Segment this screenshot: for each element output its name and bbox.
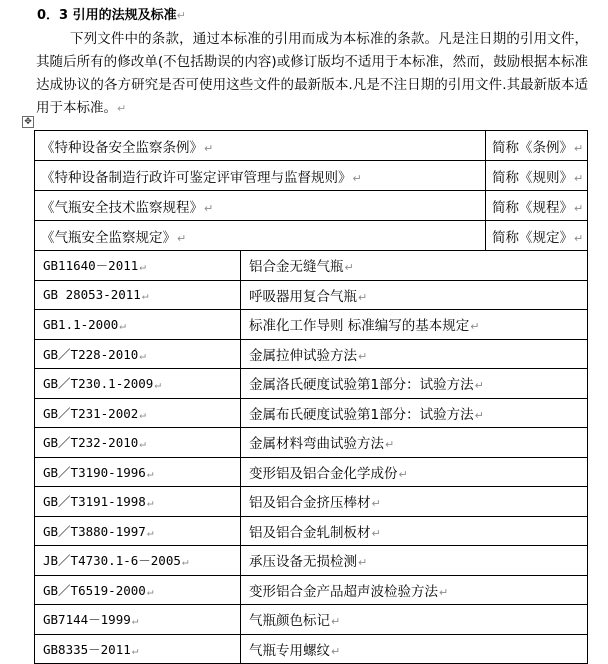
standard-row <box>35 398 588 428</box>
standard-code-cell[interactable] <box>35 575 241 605</box>
standard-title-cell[interactable] <box>241 310 588 340</box>
standard-code: GB／T6519-2000 <box>43 582 146 598</box>
standard-title-cell[interactable] <box>241 428 588 458</box>
standard-title-cell[interactable] <box>241 339 588 369</box>
cell-mark-icon: ↵ <box>139 260 146 274</box>
regulation-row <box>35 221 588 251</box>
standard-title: 气瓶专用螺纹 <box>249 642 330 659</box>
intro-paragraph <box>36 28 588 120</box>
standard-title-cell[interactable] <box>241 634 588 664</box>
cell-mark-icon: ↵ <box>574 231 584 245</box>
cell-mark-icon: ↵ <box>119 318 126 332</box>
paragraph-mark-icon: ↵ <box>176 9 186 22</box>
standard-title-cell[interactable] <box>241 398 588 428</box>
standard-row <box>35 251 588 281</box>
standard-code: GB1.1-2000 <box>43 316 119 332</box>
standard-code-cell[interactable] <box>35 487 241 517</box>
cell-mark-icon: ↵ <box>439 585 449 599</box>
standard-code-cell[interactable] <box>35 251 241 281</box>
standard-row <box>35 428 588 458</box>
regulation-row <box>35 131 588 161</box>
regulation-short: 简称《规定》 <box>492 229 573 246</box>
cell-mark-icon: ↵ <box>358 349 368 363</box>
regulation-name: 《气瓶安全监察规定》 <box>41 229 176 246</box>
standard-title: 承压设备无损检测 <box>249 554 357 571</box>
standard-code-cell[interactable] <box>35 605 241 635</box>
standard-title: 铝及铝合金轧制板材 <box>249 524 371 541</box>
intro-text: 下列文件中的条款，通过本标准的引用而成为本标准的条款。凡是注日期的引用文件，其随后所有的修改单(不包括勘误的内容)或修订版均不适用于本标准，然而，鼓励根据本标准达成协议的各方研究是否可使用这些文件的最新版本.凡是不注日期的引用文件.其最新版本适用于本标准。 <box>36 31 588 116</box>
standard-code-cell[interactable] <box>35 369 241 399</box>
cell-mark-icon: ↵ <box>131 614 139 628</box>
standard-code-cell[interactable] <box>35 339 241 369</box>
regulation-short-cell[interactable] <box>486 161 588 191</box>
standard-code: GB／T231-2002 <box>43 405 139 421</box>
cell-mark-icon: ↵ <box>177 231 187 245</box>
regulation-short-cell[interactable] <box>486 191 588 221</box>
regulations-section <box>35 131 588 251</box>
cell-mark-icon: ↵ <box>131 643 139 657</box>
regulation-short: 简称《条例》 <box>492 139 573 156</box>
standard-title: 金属材料弯曲试验方法 <box>249 436 384 453</box>
cell-mark-icon: ↵ <box>154 378 161 392</box>
standard-title-cell[interactable] <box>241 280 588 310</box>
standard-code-cell[interactable] <box>35 428 241 458</box>
standard-code: GB／T3880-1997 <box>43 523 146 539</box>
standard-title-cell[interactable] <box>241 575 588 605</box>
standard-row <box>35 369 588 399</box>
cell-mark-icon: ↵ <box>474 408 484 422</box>
cell-mark-icon: ↵ <box>574 171 584 185</box>
standard-row <box>35 546 588 576</box>
standard-code: GB／T232-2010 <box>43 435 139 451</box>
standard-code-cell[interactable] <box>35 280 241 310</box>
cell-mark-icon: ↵ <box>474 379 484 393</box>
standard-title: 铝及铝合金挤压棒材 <box>249 495 371 512</box>
standard-code: GB／T228-2010 <box>43 346 139 362</box>
section-heading <box>37 4 186 23</box>
standards-section <box>35 251 588 664</box>
standard-row <box>35 310 588 340</box>
regulation-name-cell[interactable] <box>35 161 486 191</box>
cell-mark-icon: ↵ <box>139 437 146 451</box>
standard-row <box>35 339 588 369</box>
cell-mark-icon: ↵ <box>139 348 146 362</box>
standard-title: 标准化工作导则 标准编写的基本规定 <box>249 318 470 335</box>
standard-code: GB8335－2011 <box>43 641 131 657</box>
cell-mark-icon: ↵ <box>204 201 214 215</box>
standard-code-cell[interactable] <box>35 310 241 340</box>
cell-mark-icon: ↵ <box>371 526 381 540</box>
standard-code: GB7144－1999 <box>43 612 131 628</box>
regulation-name: 《气瓶安全技术监察规程》 <box>41 199 203 216</box>
cell-mark-icon: ↵ <box>574 141 584 155</box>
cell-mark-icon: ↵ <box>385 438 395 452</box>
standard-title-cell[interactable] <box>241 369 588 399</box>
standard-row <box>35 457 588 487</box>
cell-mark-icon: ↵ <box>141 289 149 303</box>
references-table <box>34 130 588 664</box>
cell-mark-icon: ↵ <box>181 555 189 569</box>
cell-mark-icon: ↵ <box>352 171 362 185</box>
paragraph-mark-icon: ↵ <box>117 102 127 115</box>
standard-row <box>35 634 588 664</box>
cell-mark-icon: ↵ <box>358 290 368 304</box>
regulation-name: 《特种设备安全监察条例》 <box>41 139 203 156</box>
standard-code-cell[interactable] <box>35 457 241 487</box>
cell-mark-icon: ↵ <box>470 320 480 334</box>
cell-mark-icon: ↵ <box>344 261 354 275</box>
regulation-name-cell[interactable] <box>35 221 486 251</box>
regulation-short-cell[interactable] <box>486 221 588 251</box>
regulation-short: 简称《规程》 <box>492 199 573 216</box>
cell-mark-icon: ↵ <box>146 525 154 539</box>
standard-code: GB／T3191-1998 <box>43 494 146 510</box>
cell-mark-icon: ↵ <box>398 467 408 481</box>
standard-code: GB 28053-2011 <box>43 287 141 303</box>
standard-title-cell[interactable] <box>241 546 588 576</box>
standard-title-cell[interactable] <box>241 457 588 487</box>
standard-row <box>35 575 588 605</box>
standard-title-cell[interactable] <box>241 516 588 546</box>
standard-row <box>35 516 588 546</box>
standard-code-cell[interactable] <box>35 634 241 664</box>
standard-code: GB11640－2011 <box>43 258 139 274</box>
standard-row <box>35 487 588 517</box>
standard-code-cell[interactable] <box>35 516 241 546</box>
table-move-handle-icon[interactable]: ✥ <box>22 116 34 128</box>
standard-row <box>35 280 588 310</box>
section-title: 0．3 引用的法规及标准 <box>37 8 177 23</box>
standard-title-cell[interactable] <box>241 487 588 517</box>
standard-code-cell[interactable] <box>35 546 241 576</box>
standard-title: 铝合金无缝气瓶 <box>249 259 344 276</box>
regulation-name-cell[interactable] <box>35 191 486 221</box>
cell-mark-icon: ↵ <box>146 466 154 480</box>
regulation-row <box>35 191 588 221</box>
cell-mark-icon: ↵ <box>574 201 584 215</box>
standard-title: 变形铝及铝合金化学成份 <box>249 465 398 482</box>
cell-mark-icon: ↵ <box>371 497 381 511</box>
standard-code: GB／T230.1-2009 <box>43 376 154 392</box>
cell-mark-icon: ↵ <box>358 556 368 570</box>
regulation-name-cell[interactable] <box>35 131 486 161</box>
standard-code: GB／T3190-1996 <box>43 464 146 480</box>
cell-mark-icon: ↵ <box>331 615 341 629</box>
standard-title: 金属洛氏硬度试验第1部分：试验方法 <box>249 377 474 394</box>
cell-mark-icon: ↵ <box>139 407 146 421</box>
regulation-short-cell[interactable] <box>486 131 588 161</box>
standard-title-cell[interactable] <box>241 605 588 635</box>
cell-mark-icon: ↵ <box>146 496 154 510</box>
standard-title: 金属布氏硬度试验第1部分：试验方法 <box>249 406 474 423</box>
standard-title-cell[interactable] <box>241 251 588 281</box>
standard-row <box>35 605 588 635</box>
regulation-short: 简称《规则》 <box>492 169 573 186</box>
standard-code-cell[interactable] <box>35 398 241 428</box>
regulation-name: 《特种设备制造行政许可鉴定评审管理与监督规则》 <box>41 169 352 186</box>
standard-code: JB／T4730.1-6－2005 <box>43 553 181 569</box>
cell-mark-icon: ↵ <box>146 584 154 598</box>
standard-title: 呼吸器用复合气瓶 <box>249 288 357 305</box>
standard-title: 变形铝合金产品超声波检验方法 <box>249 583 438 600</box>
regulation-row <box>35 161 588 191</box>
standard-title: 气瓶颜色标记 <box>249 613 330 630</box>
standard-title: 金属拉伸试验方法 <box>249 347 357 364</box>
cell-mark-icon: ↵ <box>331 644 341 658</box>
cell-mark-icon: ↵ <box>204 141 214 155</box>
